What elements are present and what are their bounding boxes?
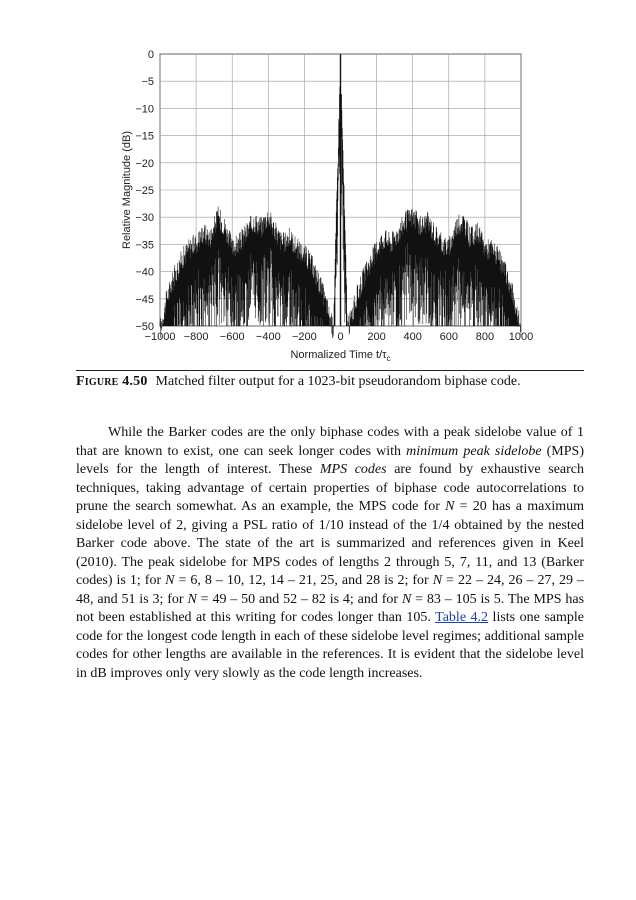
paragraph-emphasis: minimum peak sidelobe bbox=[406, 443, 542, 459]
x-tick-label: −600 bbox=[219, 331, 245, 343]
y-tick-label: −50 bbox=[135, 321, 154, 333]
x-axis-label: Normalized Time $t/\tau_c$ bbox=[290, 349, 391, 363]
paragraph-text: (MPS) levels for the length of interest. These bbox=[76, 443, 584, 477]
y-tick-label: −40 bbox=[135, 266, 154, 279]
x-tick-label: −200 bbox=[292, 331, 317, 343]
x-tick-label: 400 bbox=[403, 331, 422, 343]
x-tick-label: 800 bbox=[475, 331, 495, 343]
x-tick-label: −400 bbox=[255, 331, 281, 343]
y-tick-label: −30 bbox=[135, 212, 154, 225]
y-tick-label: −35 bbox=[135, 239, 154, 252]
paragraph-text: lists one sample code for the longest code length in each of these sidelobe level regimes; additional sample codes for other lengths are available in the references. It is evident that the sidelobe level in dB improves only very slowly as the code length increases. bbox=[76, 610, 584, 681]
y-tick-label: −25 bbox=[135, 185, 154, 197]
variable-n: N bbox=[432, 573, 443, 588]
y-tick-label: 0 bbox=[147, 49, 154, 61]
x-tick-label: −800 bbox=[183, 331, 209, 343]
x-tick-label: −1000 bbox=[144, 331, 176, 343]
figure-caption bbox=[76, 374, 596, 390]
paragraph-text: = 83 – 105 is 5. The MPS has not been established at this writing for codes longer than 105. bbox=[76, 591, 585, 625]
paragraph-emphasis: MPS codes bbox=[319, 462, 387, 477]
variable-n: N bbox=[187, 591, 197, 607]
x-tick-label: 600 bbox=[439, 331, 458, 343]
paragraph-text: are found by exhaustive search techniques, taking advantage of certain properties of biphase code autocorrelations to prune the search somewhat. As an example, the MPS code for bbox=[76, 462, 585, 514]
caption-rule bbox=[76, 370, 584, 371]
matched-filter-chart bbox=[118, 36, 548, 366]
y-tick-label: −5 bbox=[141, 76, 154, 89]
paragraph-text: While the Barker codes are the only biphase codes with a peak sidelobe value of 1 that are known to exist, one can seek longer codes with bbox=[76, 425, 584, 459]
paragraph-text: = 20 has a maximum sidelobe level of 2, giving a PSL ratio of 1/10 instead of the 1/4 obtained by the nested Barker code above. The state of the art is summarized and references given in Keel (2010). The peak sidelobe for MPS codes of lengths 2 through 5, 7, 11, and 13 (Barker codes) is 1; for bbox=[76, 499, 585, 588]
x-tick-label: 0 bbox=[337, 331, 344, 343]
body-paragraph bbox=[76, 424, 584, 683]
y-tick-label: −15 bbox=[135, 130, 154, 143]
figure-4-50 bbox=[118, 36, 548, 366]
variable-n: N bbox=[165, 573, 175, 588]
x-tick-label: 1000 bbox=[508, 331, 534, 343]
paragraph-text: = 22 – 24, 26 – 27, 29 – 48, and 51 is 3; for bbox=[76, 573, 584, 607]
y-tick-label: −20 bbox=[135, 157, 154, 170]
variable-n: N bbox=[401, 591, 412, 607]
y-axis-label: Relative Magnitude (dB) bbox=[121, 130, 133, 250]
y-tick-label: −45 bbox=[135, 293, 154, 306]
figure-caption-text: Matched filter output for a 1023-bit pseudorandom biphase code. bbox=[155, 374, 521, 389]
y-tick-label: −10 bbox=[135, 103, 154, 116]
paragraph-text: = 49 – 50 and 52 – 82 is 4; and for bbox=[196, 591, 402, 607]
variable-n: N bbox=[445, 499, 455, 514]
x-axis-label-subscript: c bbox=[386, 354, 391, 363]
paragraph-text: = 6, 8 – 10, 12, 14 – 21, 25, and 28 is 2; for bbox=[174, 573, 433, 588]
figure-label: Figure 4.50 bbox=[76, 374, 148, 389]
x-tick-label: 200 bbox=[367, 331, 386, 343]
table-4-2-link[interactable]: Table 4.2 bbox=[435, 610, 489, 625]
